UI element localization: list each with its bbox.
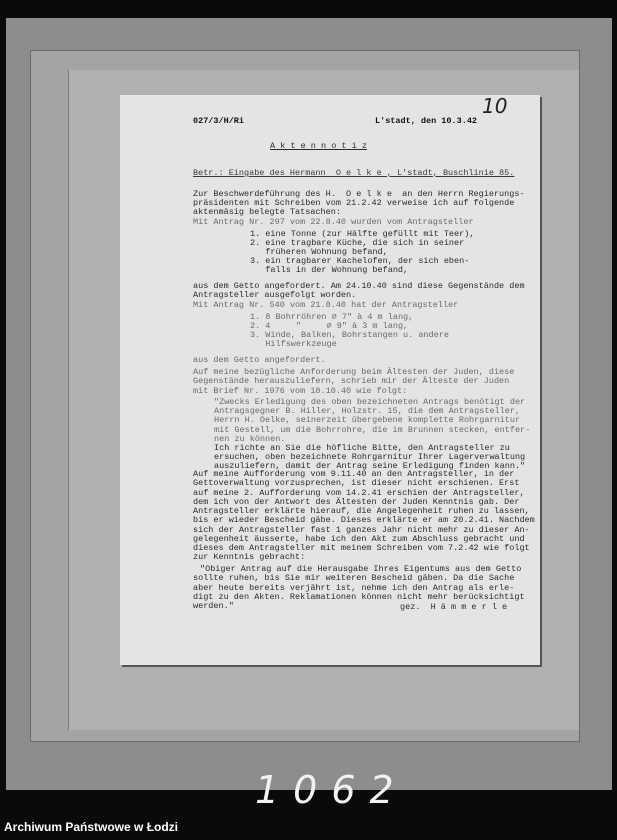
- body-line: Gegenstände herauszuliefern, schrieb mir der Älteste der Juden: [193, 376, 510, 386]
- body-line: Zur Beschwerdeführung des H. O e l k e an den Herrn Regierungs-: [193, 189, 525, 199]
- scan-number: 1062: [255, 768, 408, 812]
- body-line: früheren Wohnung befand,: [250, 247, 388, 257]
- body-line: aus dem Getto angefordert.: [193, 355, 326, 365]
- body-line: aus dem Getto angefordert. Am 24.10.40 sind diese Gegenstände dem: [193, 281, 525, 291]
- page-mark: 10: [482, 94, 508, 118]
- body-line: 2. 4 " ∅ 9" à 3 m lang,: [250, 321, 409, 331]
- body-line: werden.": [193, 601, 234, 611]
- body-line: Ich richte an Sie die höfliche Bitte, den Antragsteller zu: [214, 443, 510, 453]
- body-line: auf meine 2. Aufforderung vom 14.2.41 erschien der Antragsteller,: [193, 488, 525, 498]
- body-line: bis er wieder Bescheid gäbe. Dieses erklärte er am 20.2.41. Nachdem: [193, 515, 535, 525]
- body-line: aber heute bereits verjährt ist, nehme ich den Antrag als erle-: [193, 583, 515, 593]
- archive-label: Archiwum Państwowe w Łodzi: [4, 820, 179, 834]
- document-title: A k t e n n o t i z: [270, 141, 367, 151]
- body-line: 1. eine Tonne (zur Hälfte gefüllt mit Teer),: [250, 229, 475, 239]
- body-line: Gettoverwaltung vorzusprechen, ist dieser nicht erschienen. Erst: [193, 478, 520, 488]
- body-line: 2. eine tragbare Küche, die sich in seiner: [250, 238, 465, 248]
- body-line: dem ich von der Antwort des Ältesten der Juden Kenntnis gab. Der: [193, 497, 520, 507]
- body-line: falls in der Wohnung befand,: [250, 265, 409, 275]
- body-line: mit Brief Nr. 1976 vom 18.10.40 wie folgt:: [193, 386, 408, 396]
- signature: gez. H ä m m e r l e: [400, 602, 508, 612]
- body-line: Auf meine bezügliche Anforderung beim Ältesten der Juden, diese: [193, 367, 515, 377]
- body-line: mit Gestell, um die Bohrrohre, die im Brunnen stecken, entfer-: [214, 425, 531, 435]
- body-line: Hilfswerkzeuge: [250, 339, 337, 349]
- body-line: präsidenten mit Schreiben vom 21.2.42 verweise ich auf folgende: [193, 198, 515, 208]
- reference-number: 027/3/H/Ri: [193, 116, 245, 126]
- body-line: 3. Winde, Balken, Bohrstangen u. andere: [250, 330, 449, 340]
- body-line: "Obiger Antrag auf die Herausgabe Ihres Eigentums aus dem Getto: [200, 564, 522, 574]
- body-line: sollte ruhen, bis Sie mir weiteren Bescheid gäben. Da die Sache: [193, 573, 515, 583]
- body-line: sich der Antragsteller fast 1 ganzes Jahr nicht mehr zu dieser An-: [193, 525, 530, 535]
- body-line: digt zu den Akten. Reklamationen können nicht mehr berücksichtigt: [193, 592, 525, 602]
- body-line: nen zu können.: [214, 434, 286, 444]
- body-line: Antragsteller ausgefolgt worden.: [193, 290, 357, 300]
- subject-line: Betr.: Eingabe des Hermann O e l k e , L'stadt, Buschlinie 85.: [193, 168, 515, 178]
- body-line: Herrn H. Oelke, seinerzeit übergebene komplette Rohrgarnitur: [214, 415, 521, 425]
- body-line: "Zwecks Erledigung des oben bezeichneten Antrags benötigt der: [214, 397, 526, 407]
- place-date: L'stadt, den 10.3.42: [375, 116, 478, 126]
- body-line: zur Kenntnis gebracht:: [193, 552, 306, 562]
- body-line: aktenmäsig belegte Tatsachen:: [193, 207, 341, 217]
- body-line: 1. 8 Bohrröhren ∅ 7" à 4 m lang,: [250, 312, 414, 322]
- body-line: auszuliefern, damit der Antrag seine Erledigung finden kann.": [214, 461, 526, 471]
- body-line: Mit Antrag Nr. 297 vom 22.8.40 wurden vom Antragsteller: [193, 217, 474, 227]
- body-line: Auf meine Aufforderung vom 9.11.40 an den Antragsteller, in der: [193, 469, 515, 479]
- body-line: 3. ein tragbarer Kachelofen, der sich eben-: [250, 256, 470, 266]
- body-line: dieses dem Antragsteller mit meinem Schreiben vom 7.2.42 wie folgt: [193, 543, 530, 553]
- body-line: ersuchen, oben bezeichnete Rohrgarnitur Ihrer Lagerverwaltung: [214, 452, 526, 462]
- body-line: Antragsgegner B. Hiller, Holzstr. 15, die dem Antragsteller,: [214, 406, 521, 416]
- body-line: gelegenheit äusserte, habe ich den Akt zum Abschluss gebracht und: [193, 534, 525, 544]
- body-line: Mit Antrag Nr. 540 vom 21.8.40 hat der Antragsteller: [193, 300, 459, 310]
- body-line: Antragsteller erklärte hierauf, die Angelegenheit ruhen zu lassen,: [193, 506, 530, 516]
